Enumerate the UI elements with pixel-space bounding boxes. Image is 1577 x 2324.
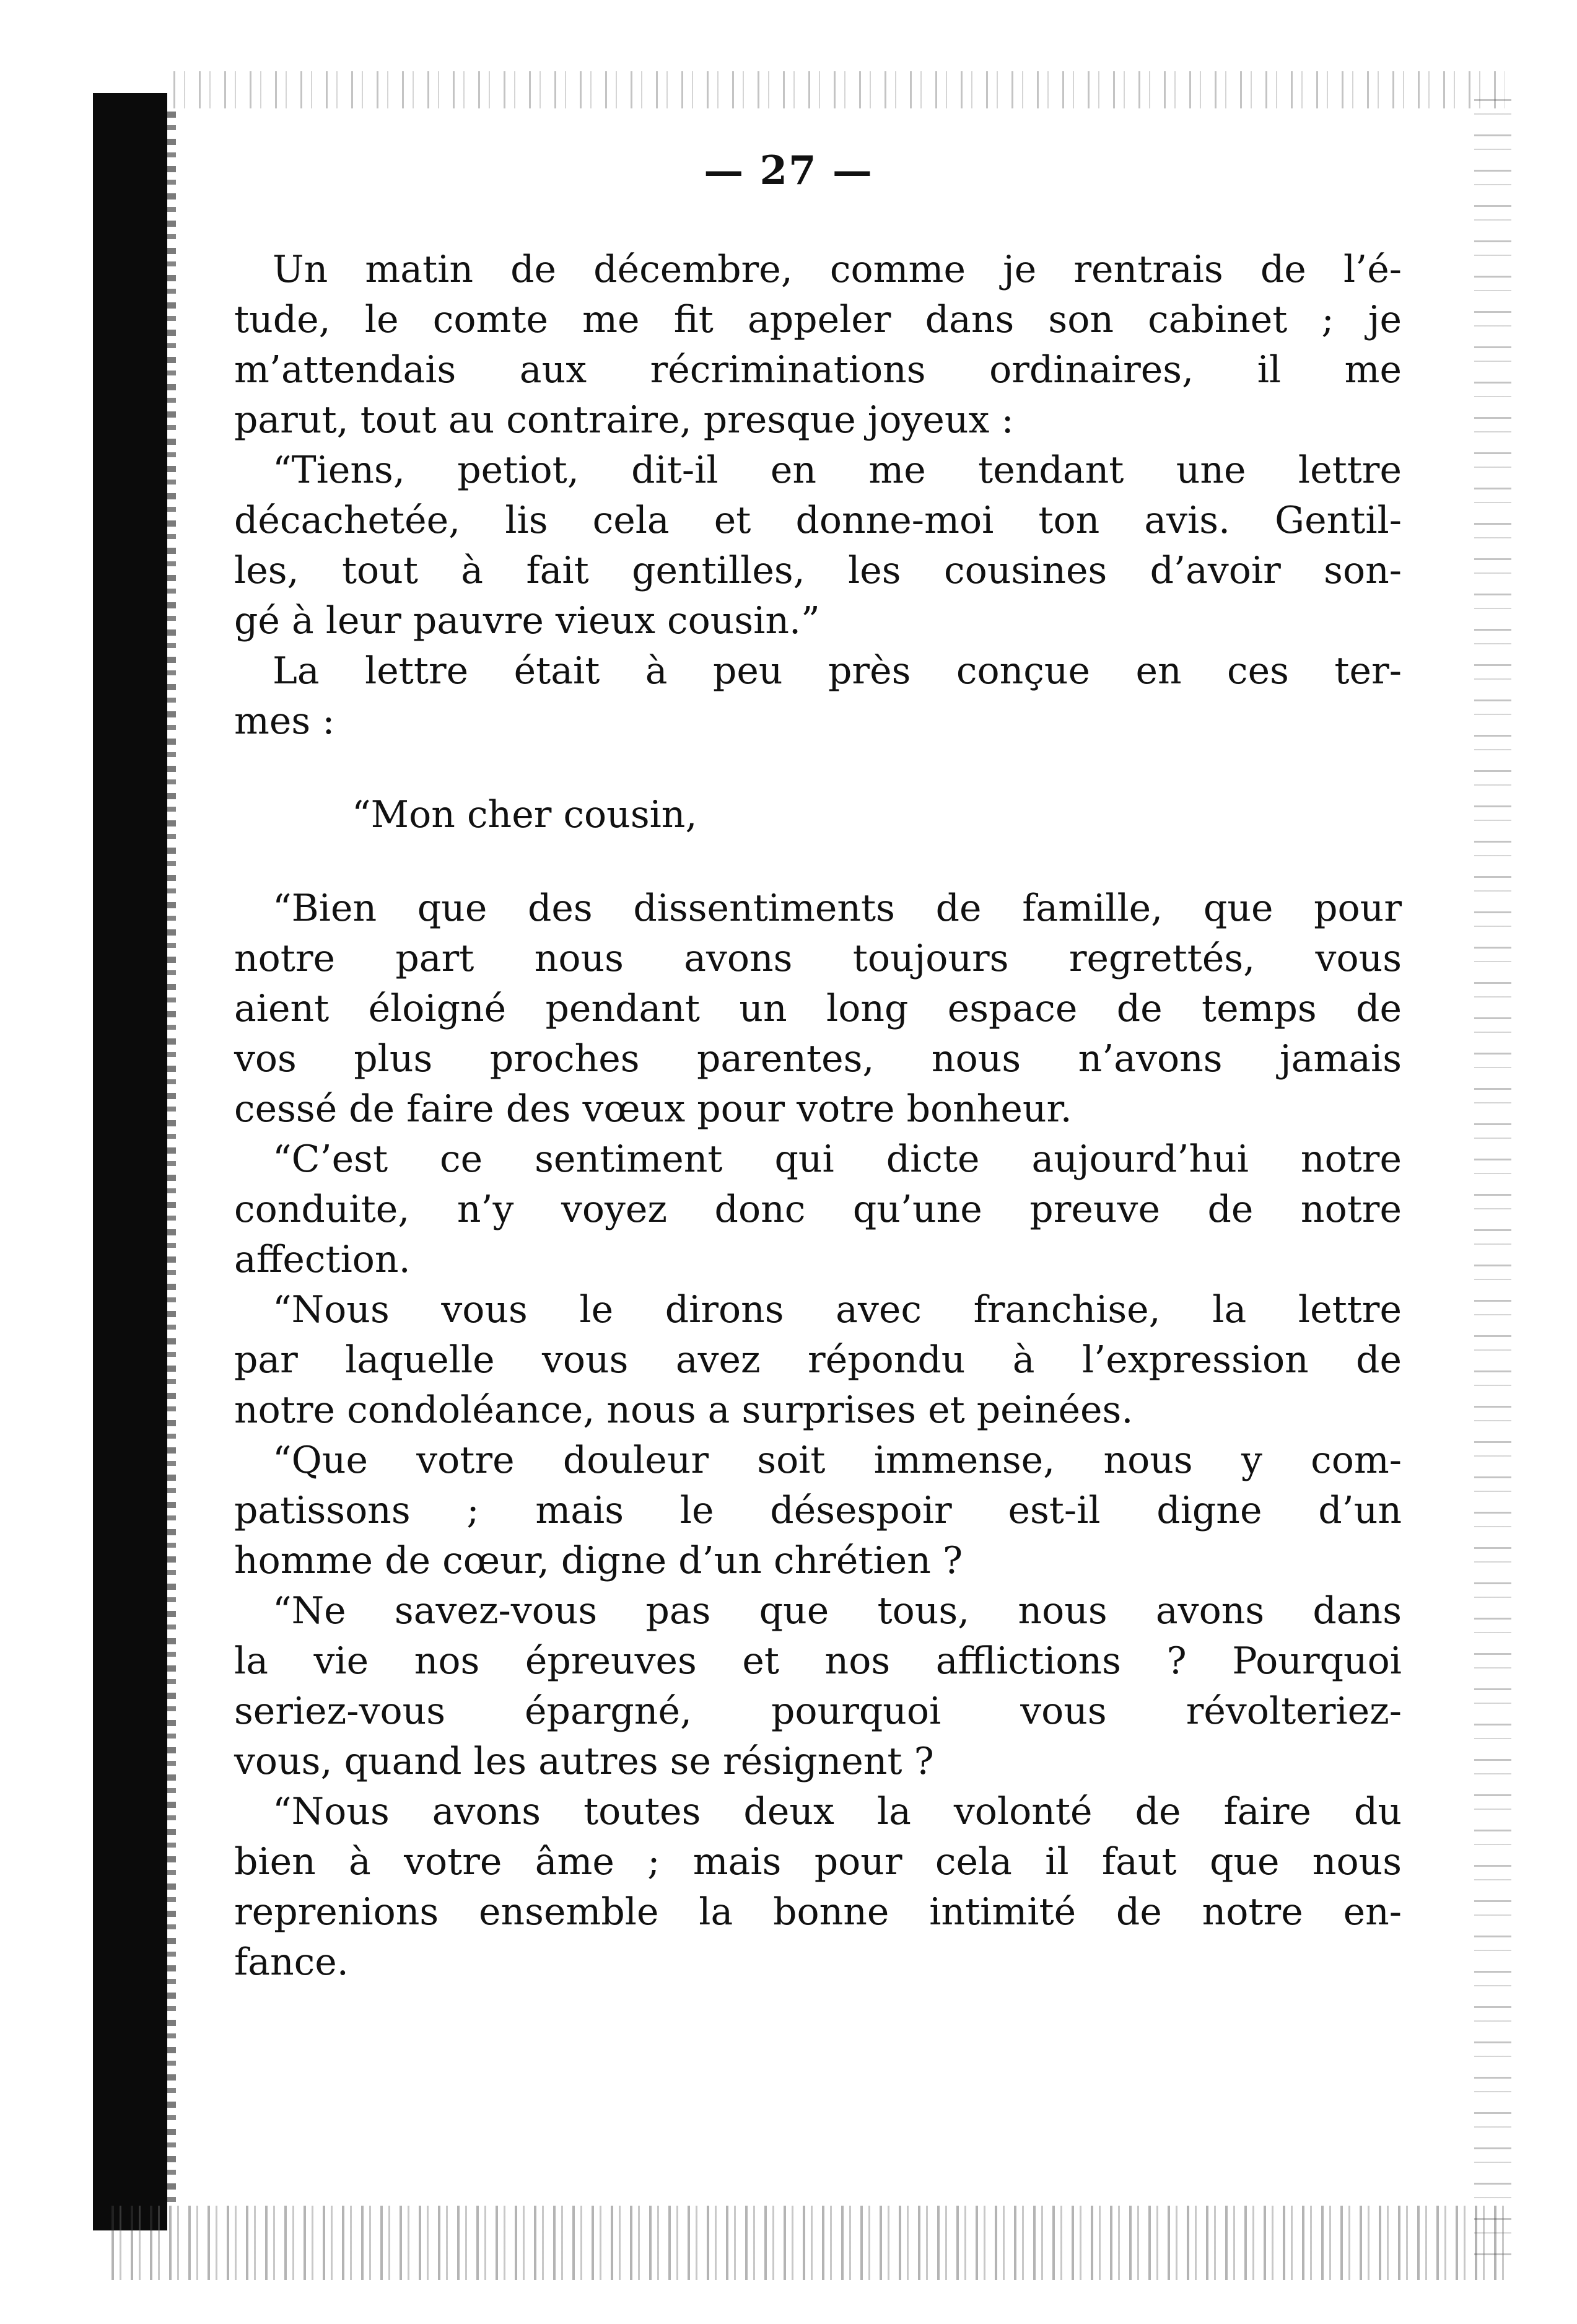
body-text (234, 245, 1402, 1988)
text-line: cessé de faire des vœux pour votre bonheur. (234, 1087, 1072, 1131)
text-line: tude, le comte me fit appeler dans son cabinet ; je (234, 298, 1402, 341)
text-line: “C’est ce sentiment qui dicte aujourd’hui notre (273, 1138, 1402, 1181)
text-line: notre part nous avons toujours regrettés, vous (234, 937, 1402, 980)
text-line: vos plus proches parentes, nous n’avons jamais (234, 1037, 1402, 1081)
text-line: conduite, n’y voyez donc qu’une preuve de notre (234, 1188, 1402, 1231)
bottom-edge-speckle (111, 2206, 1505, 2280)
text-line: homme de cœur, digne d’un chrétien ? (234, 1539, 963, 1582)
text-line: patissons ; mais le désespoir est-il digne d’un (234, 1489, 1402, 1532)
text-line: vous, quand les autres se résignent ? (234, 1740, 934, 1783)
text-line: “Ne savez-vous pas que tous, nous avons dans (273, 1589, 1402, 1633)
text-line: Un matin de décembre, comme je rentrais de l’é- (273, 248, 1402, 291)
page-binding-shadow (93, 93, 167, 2230)
text-line: “Que votre douleur soit immense, nous y com- (273, 1439, 1402, 1482)
text-line: mes : (234, 699, 335, 743)
text-line: notre condoléance, nous a surprises et peinées. (234, 1388, 1134, 1432)
text-line: “Nous vous le dirons avec franchise, la lettre (273, 1288, 1402, 1331)
text-line: seriez-vous épargné, pourquoi vous révolteriez- (234, 1690, 1402, 1733)
text-line: par laquelle vous avez répondu à l’expression de (234, 1338, 1402, 1382)
text-line: aient éloigné pendant un long espace de temps de (234, 987, 1402, 1030)
text-line: “Nous avons toutes deux la volonté de faire du (273, 1790, 1402, 1833)
text-line: la vie nos épreuves et nos afflictions ? Pourquoi (234, 1639, 1402, 1683)
right-edge-speckle (1474, 99, 1511, 2268)
top-edge-speckle (173, 71, 1505, 108)
text-line: gé à leur pauvre vieux cousin.” (234, 599, 820, 642)
text-line: reprenions ensemble la bonne intimité de notre en- (234, 1890, 1402, 1934)
text-line: les, tout à fait gentilles, les cousines d’avoir son- (234, 549, 1402, 592)
text-line: “Tiens, petiot, dit-il en me tendant une lettre (273, 449, 1402, 492)
text-line: fance. (234, 1940, 349, 1984)
text-line: affection. (234, 1238, 411, 1281)
text-line: m’attendais aux récriminations ordinaires, il me (234, 348, 1402, 392)
paragraph-gap (234, 747, 1402, 790)
text-line: parut, tout au contraire, presque joyeux : (234, 398, 1014, 442)
text-line: La lettre était à peu près conçue en ces ter- (273, 649, 1402, 693)
text-line: décachetée, lis cela et donne-moi ton avis. Gentil- (234, 499, 1402, 542)
paragraph-gap (234, 840, 1402, 884)
page-number: — 27 — (704, 147, 873, 194)
text-line: bien à votre âme ; mais pour cela il faut que nous (234, 1840, 1402, 1883)
text-line: “Bien que des dissentiments de famille, que pour (273, 887, 1402, 930)
letter-salutation: “Mon cher cousin, (352, 793, 697, 836)
binding-edge-speckle (167, 112, 176, 2206)
